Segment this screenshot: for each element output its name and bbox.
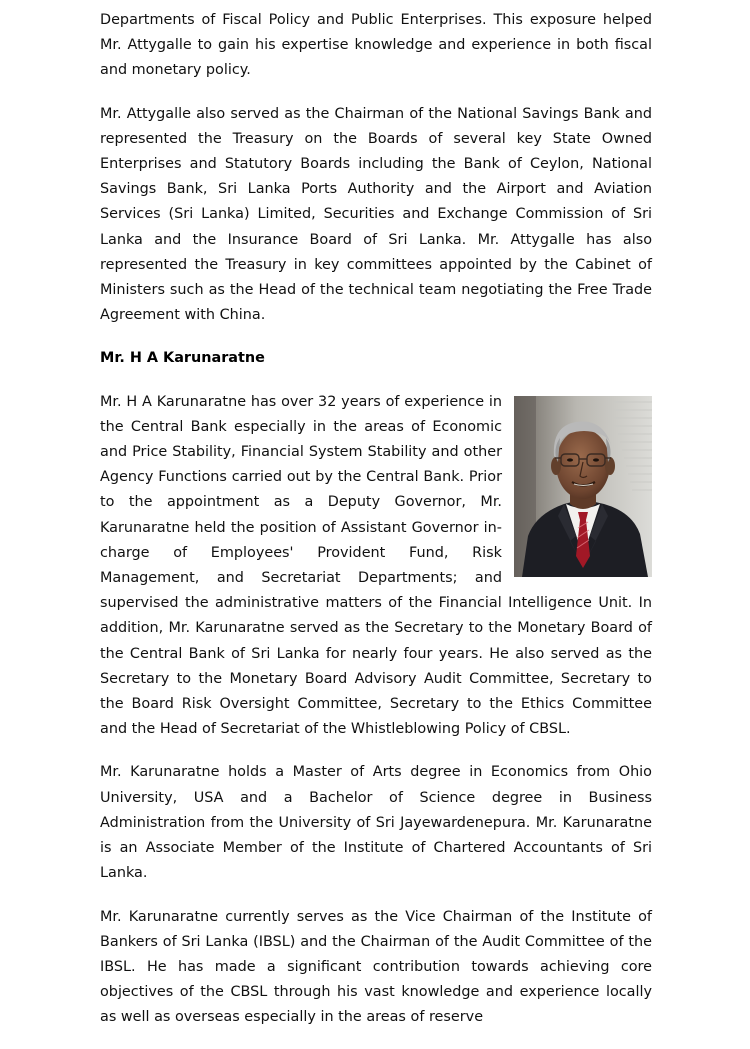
document-page: [100, 8, 652, 1049]
paragraph-fiscal-policy: Departments of Fiscal Policy and Public Enterprises. This exposure helped Mr. Attygalle to gain his expertise knowledge and experience in both fiscal and monetary policy.: [100, 12, 652, 79]
paragraph-career-overview: Mr. H A Karunaratne has over 32 years of experience in the Central Bank especially in the areas of Economic and Price Stability, Financial System Stability and other Agency Functions carried out by the Central Bank. Prior to the appointment as a Deputy Governor, Mr. Karunaratne held the position of Assistant Governor in-charge of Employees' Provident Fund, Risk Management, and Secretariat Departments; and supervised the administrative matters of the Financial Intelligence Unit. In addition, Mr. Karunaratne served as the Secretary to the Monetary Board of the Central Bank of Sri Lanka for nearly four years. He also served as the Secretary to the Monetary Board Advisory Audit Committee, Secretary to the Board Risk Oversight Committee, Secretary to the Ethics Committee and the Head of Secretariat of the Whistleblowing Policy of CBSL.: [100, 393, 652, 738]
paragraph-current-roles: Mr. Karunaratne currently serves as the Vice Chairman of the Institute of Bankers of Sri Lanka (IBSL) and the Chairman of the Audit Committee of the IBSL. He has made a significant contribution towards achieving core objectives of the CBSL through his vast knowledge and experience locally as well as overseas especially in the areas of reserve: [100, 908, 652, 1026]
paragraph-attygalle-boards: Mr. Attygalle also served as the Chairman of the National Savings Bank and represented the Treasury on the Boards of several key State Owned Enterprises and Statutory Boards including the Bank of Ceylon, National Savings Bank, Sri Lanka Ports Authority and the Airport and Aviation Services (Sri Lanka) Limited, Securities and Exchange Commission of Sri Lanka and the Insurance Board of Sri Lanka. Mr. Attygalle has also represented the Treasury in key committees appointed by the Cabinet of Ministers such as the Head of the technical team negotiating the Free Trade Agreement with China.: [100, 105, 652, 324]
profile-heading: Mr. H A Karunaratne: [100, 350, 265, 367]
portrait-photo: [514, 396, 652, 577]
paragraph-education: Mr. Karunaratne holds a Master of Arts degree in Economics from Ohio University, USA and a Bachelor of Science degree in Business Administration from the University of Sri Jayewardenepura. Mr. Karunaratne is an Associate Member of the Institute of Chartered Accountants of Sri Lanka.: [100, 764, 652, 882]
